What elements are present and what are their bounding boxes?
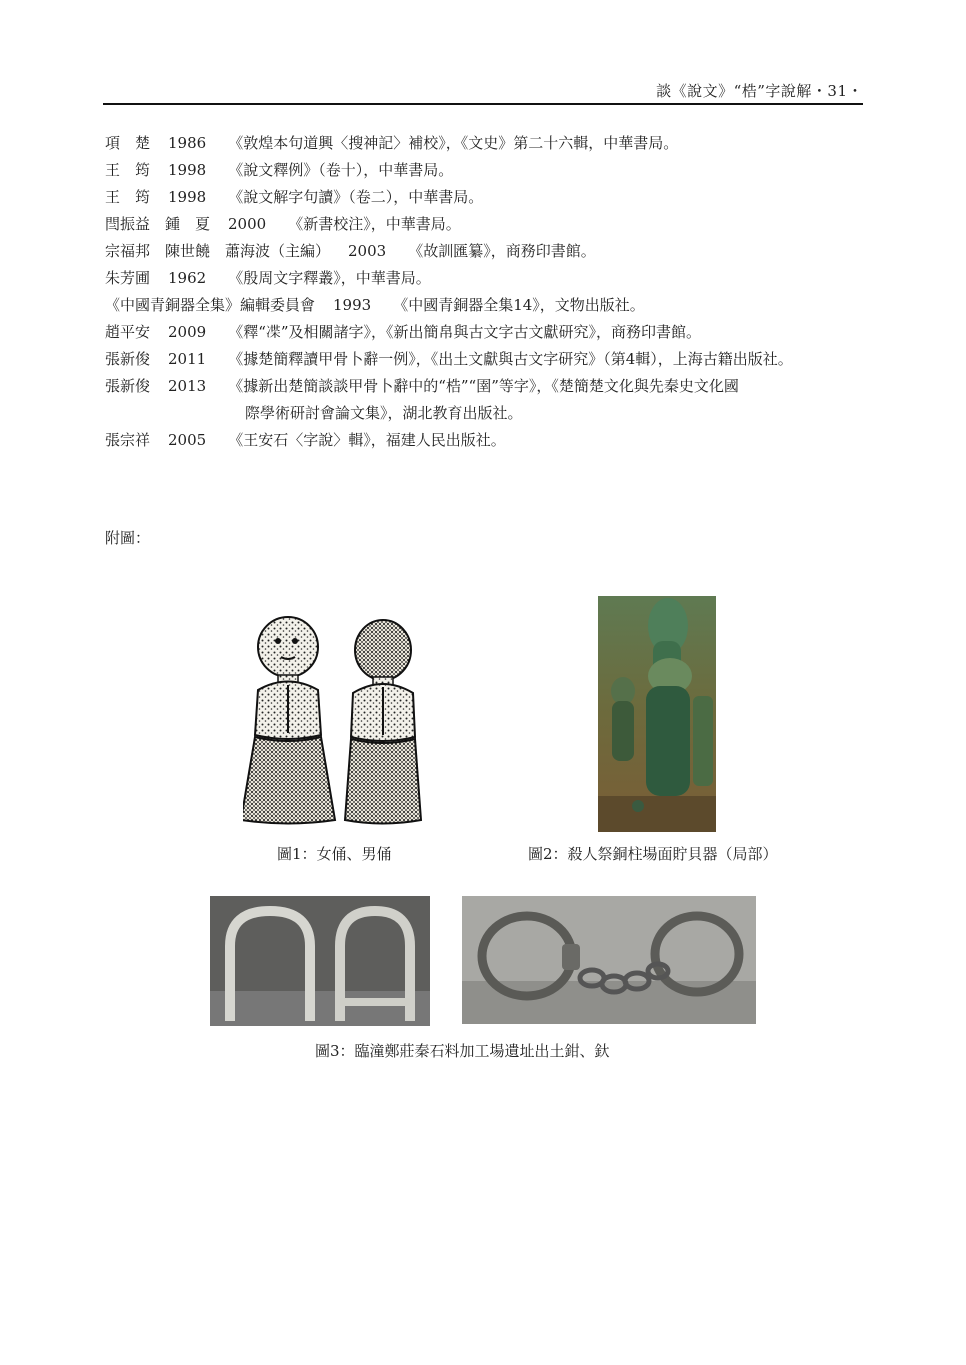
ref-author: 王 筠 — [105, 188, 151, 206]
shackles-photo — [462, 896, 756, 1024]
ref-work: 《故訓匯纂》，商務印書館。 — [408, 242, 596, 260]
reference-item — [105, 184, 885, 211]
ref-work: 《說文釋例》（卷十），中華書局。 — [228, 161, 454, 179]
ref-work: 《敦煌本句道興〈搜神記〉補校》，《文史》第二十六輯，中華書局。 — [228, 134, 679, 152]
figure-1-figurines — [243, 615, 433, 825]
reference-list — [105, 130, 885, 454]
ref-work: 《新書校注》，中華書局。 — [288, 215, 461, 233]
reference-item — [105, 373, 885, 427]
reference-item — [105, 427, 885, 454]
ref-year: 2005 — [168, 431, 207, 449]
ref-work: 《說文解字句讀》（卷二），中華書局。 — [228, 188, 484, 206]
reference-item — [105, 265, 885, 292]
ref-year: 2000 — [228, 215, 267, 233]
ref-work: 《王安石〈字說〉輯》，福建人民出版社。 — [228, 431, 506, 449]
figure-2-bronze-photo — [598, 596, 716, 832]
ref-work: 《中國青銅器全集14》，文物出版社。 — [393, 296, 645, 314]
ref-author: 王 筠 — [105, 161, 151, 179]
ref-work: 《據新出楚簡談談甲骨卜辭中的“梏”“圉”等字》，《楚簡楚文化與先秦史文化國 — [228, 377, 739, 395]
reference-item — [105, 292, 885, 319]
ref-year: 1998 — [168, 161, 207, 179]
ref-year: 1986 — [168, 134, 207, 152]
bronze-scene-photo — [598, 596, 716, 832]
figure-1-caption: 圖1：女俑、男俑 — [277, 845, 392, 863]
figure-3-caption: 圖3：臨潼鄭莊秦石料加工場遺址出土鉗、釱 — [315, 1042, 610, 1060]
ref-author: 張宗祥 — [105, 431, 151, 449]
reference-item — [105, 211, 885, 238]
ref-year: 1993 — [333, 296, 372, 314]
ref-work: 《據楚簡釋讀甲骨卜辭一例》，《出土文獻與古文字研究》（第4輯），上海古籍出版社。 — [228, 350, 793, 368]
ref-author: 閆振益 鍾 夏 — [105, 215, 211, 233]
appendix-label: 附圖： — [105, 529, 151, 547]
figure-3-clamps-photo — [210, 896, 430, 1026]
figurines-drawing — [243, 615, 433, 825]
reference-item — [105, 346, 885, 373]
ref-year: 2013 — [168, 377, 207, 395]
ref-author: 項 楚 — [105, 134, 151, 152]
ref-author: 趙平安 — [105, 323, 151, 341]
ref-author: 宗福邦 陳世饒 蕭海波（主編） — [105, 242, 331, 260]
header-rule — [103, 103, 863, 105]
reference-item — [105, 319, 885, 346]
running-header — [103, 80, 863, 102]
ref-year: 2003 — [348, 242, 387, 260]
ref-work: 《殷周文字釋叢》，中華書局。 — [228, 269, 431, 287]
ref-year: 1962 — [168, 269, 207, 287]
figure-2-caption: 圖2：殺人祭銅柱場面貯貝器（局部） — [528, 845, 778, 863]
ref-year: 2011 — [168, 350, 207, 368]
ref-year: 1998 — [168, 188, 207, 206]
running-title: 談《說文》“梏”字說解・31・ — [656, 82, 863, 100]
ref-author: 張新俊 — [105, 377, 151, 395]
ref-work-continuation: 際學術研討會論文集》，湖北教育出版社。 — [245, 404, 523, 422]
figure-3-shackles-photo — [462, 896, 756, 1024]
clamps-photo — [210, 896, 430, 1026]
ref-work: 《釋“𠗨”及相關諸字》，《新出簡帛與古文字古文獻研究》，商務印書館。 — [228, 323, 702, 341]
reference-item — [105, 238, 885, 265]
reference-item — [105, 157, 885, 184]
ref-year: 2009 — [168, 323, 207, 341]
reference-item — [105, 130, 885, 157]
ref-author: 張新俊 — [105, 350, 151, 368]
ref-author: 朱芳圃 — [105, 269, 151, 287]
ref-author: 《中國青銅器全集》編輯委員會 — [105, 296, 316, 314]
